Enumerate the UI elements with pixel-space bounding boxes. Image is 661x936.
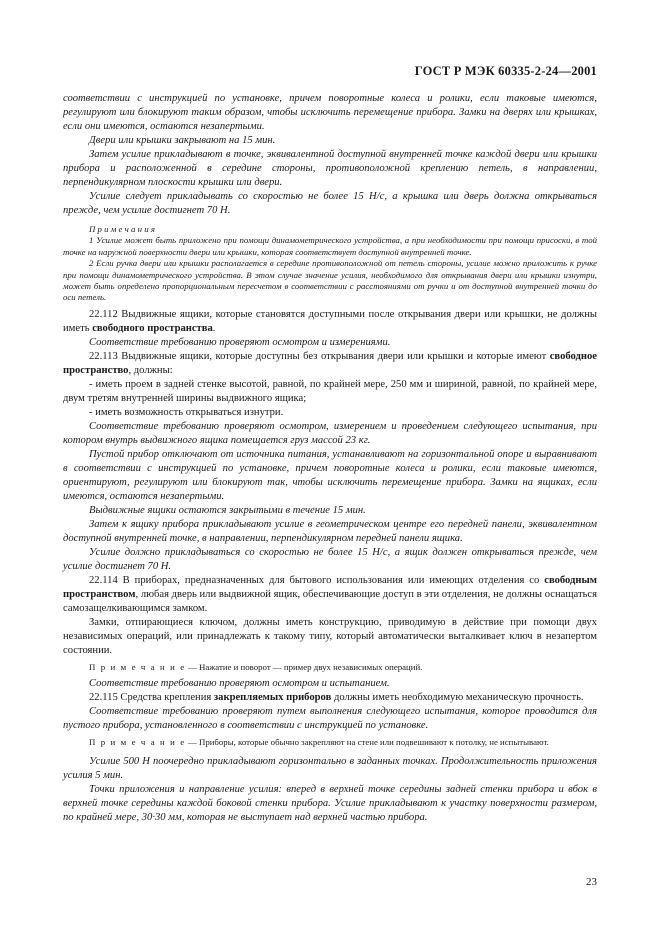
note-2: 2 Если ручка двери или крышки располагается в середине противоположной от петель стороны, усилие можно приложить к ручке при помощи динамометрического устройства. В этом случае значение усилия, необходимого для открывания двери или крышки изнутри, может быть определено пропорциональным пересчетом в соответствии с расстояниями от ручки и от доступной внутренней точки до оси петель. [63, 258, 597, 303]
clause-22-112 [63, 308, 597, 336]
clause-text: должны иметь необходимую механическую прочность. [331, 692, 584, 704]
note [63, 662, 597, 673]
clause-text: 22.115 Средства крепления [89, 692, 214, 704]
page-number: 23 [586, 876, 597, 888]
paragraph: Двери или крышки закрывают на 15 мин. [89, 135, 276, 146]
paragraph: Соответствие требованию проверяют осмотром и измерениями. [89, 336, 391, 348]
note-1: 1 Усилие может быть приложено при помощи динамометрического устройства, а при необходимости при помощи присоски, в той точке на наружной поверхности двери или крышки, которая соответствует доступной внутренней точке. [63, 235, 597, 257]
notes-title: П р и м е ч а н и я [89, 224, 155, 234]
note [63, 737, 597, 748]
paragraph: Соответствие требованию проверяют путем выполнения следующего испытания, которое проводится для пустого прибора, установленного в соответствии с инструкцией по установке. [63, 706, 597, 732]
paragraph: Пустой прибор отключают от источника питания, устанавливают на горизонтальной опоре и выравнивают в соответствии с инструкцией по установке, причем поворотные колеса и ролики, если таковые имеются, ориентируют, регулируют или блокируют так, чтобы исключить перемещение прибора. Замки на ящиках, если имеются, остаются незапертыми. [63, 448, 597, 502]
paragraph: Усилие 500 Н поочередно прикладывают горизонтально в заданных точках. Продолжительность приложения усилия 5 мин. [63, 755, 597, 781]
defined-term: свободное пространство [63, 350, 597, 376]
note-text: — Приборы, которые обычно закрепляют на стене или подвешивают к потолку, не испытывают. [185, 737, 549, 748]
clause-text: 22.114 В приборах, предназначенных для бытового использования или имеющих отделения со [89, 574, 545, 586]
list-item: - иметь возможность открываться изнутри. [89, 406, 284, 418]
paragraph: Выдвижные ящики остаются закрытыми в течение 15 мин. [89, 504, 366, 516]
paragraph: Соответствие требованию проверяют осмотром и испытанием. [89, 678, 390, 690]
clause-text: . [212, 322, 216, 334]
clause-22-114 [63, 574, 597, 616]
clause-text: 22.113 Выдвижные ящики, которые доступны без открывания двери или крышки и которые имеют [89, 350, 550, 362]
defined-term: свободного пространства [92, 322, 213, 334]
defined-term: закрепляемых приборов [213, 692, 332, 704]
document-body [63, 92, 597, 825]
clause-22-115 [63, 691, 597, 705]
note-text: — Нажатие и поворот — пример двух независимых операций. [185, 661, 423, 672]
defined-term: свободным пространством [63, 574, 597, 600]
clause-22-113 [63, 350, 597, 378]
document-header: ГОСТ Р МЭК 60335-2-24—2001 [414, 64, 597, 78]
paragraph: Затем к ящику прибора прикладывают усилие в геометрическом центре его передней панели, эквивалентном доступной внутренней точке, в направлении, перпендикулярном передней панели ящика. [63, 518, 597, 544]
clause-text: , должны: [128, 364, 173, 376]
paragraph: соответствии с инструкцией по установке, причем поворотные колеса и ролики, если таковые имеются, регулируют или блокируют таким образом, чтобы исключить перемещение прибора. Замки на дверях или крышках, если они имеются, остаются незапертыми. [63, 93, 597, 132]
note-label: П р и м е ч а н и е [89, 737, 186, 748]
paragraph: Точки приложения и направление усилия: вперед в верхней точке середины задней стенки прибора и вбок в верхней точке середины каждой боковой стенки прибора. Усилие прикладывают к участку поверхности размером, по крайней мере, 30·30 мм, которая не выступает над верхней частью прибора. [63, 783, 597, 823]
clause-text: , любая дверь или выдвижной ящик, обеспечивающие доступ в эти отделения, не должны оснащаться самозащелкивающимся замком. [63, 588, 597, 614]
paragraph: Усилие должно прикладываться со скоростью не более 15 Н/с, а ящик должен открываться прежде, чем усилие достигнет 70 Н. [63, 546, 597, 572]
clause-text: 22.112 Выдвижные ящики, которые становятся доступными после открывания двери или крышки, не должны иметь [63, 308, 597, 334]
paragraph: Усилие следует прикладывать со скоростью не более 15 Н/с, а крышка или дверь должна открываться прежде, чем усилие достигнет 70 Н. [63, 191, 597, 216]
paragraph: Соответствие требованию проверяют осмотром, измерением и проведением следующего испытания, при котором внутрь выдвижного ящика помещается груз массой 23 кг. [63, 420, 597, 446]
paragraph: Замки, отпирающиеся ключом, должны иметь конструкцию, приводимую в действие при помощи двух независимых операций, или принадлежать к такому типу, который автоматически выталкивает ключ в незапертом состоянии. [63, 616, 597, 656]
note-label: П р и м е ч а н и е [89, 661, 186, 672]
list-item: - иметь проем в задней стенке высотой, равной, по крайней мере, 250 мм и шириной, равной, по крайней мере, двум третям внутренней ширины выдвижного ящика; [63, 378, 597, 404]
paragraph: Затем усилие прикладывают в точке, эквивалентной доступной внутренней точке каждой двери или крышки прибора и расположенной в середине стороны, противоположной креплению петель, в направлении, перпендикулярном плоскости крышки или двери. [63, 149, 597, 188]
